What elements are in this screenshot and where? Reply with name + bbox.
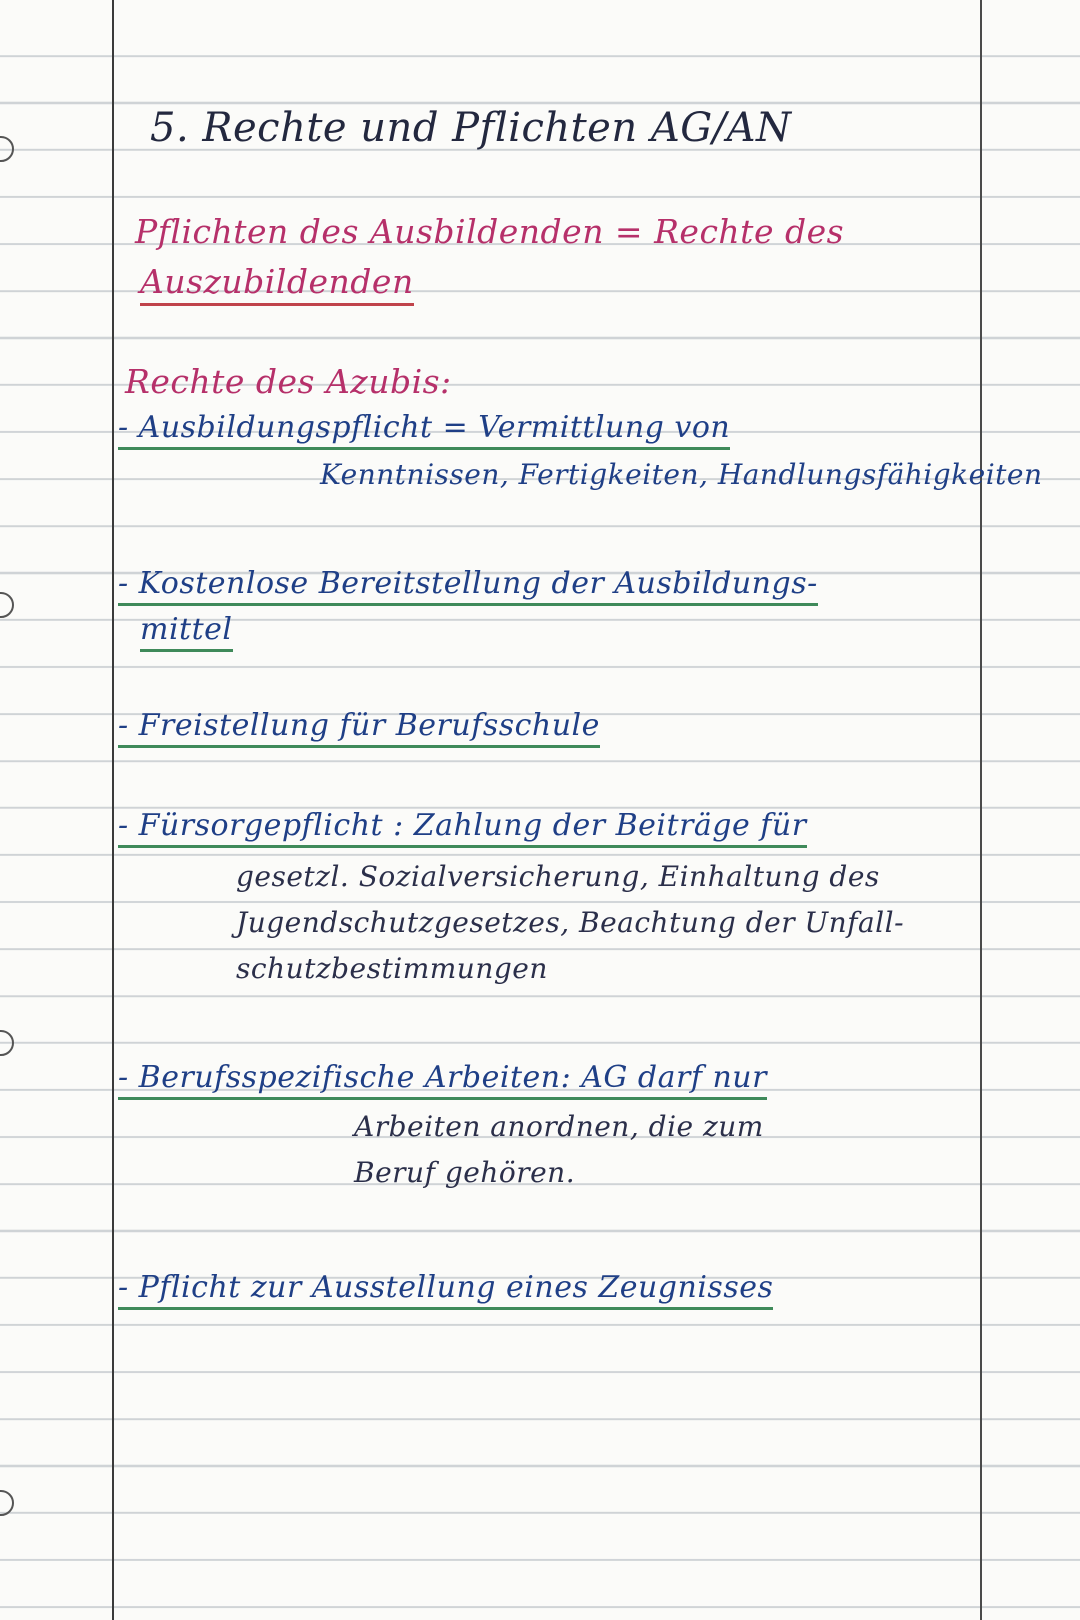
item-2-line-1 — [118, 566, 818, 601]
item-5-line-1-text: - Berufsspezifische Arbeiten: AG darf nur — [118, 1060, 767, 1100]
page-title: 5. Rechte und Pflichten AG/AN — [150, 105, 792, 151]
intro-line-2-text: Auszubildenden — [140, 262, 414, 306]
item-6-line-1 — [118, 1270, 773, 1305]
item-5-line-3: Beruf gehören. — [354, 1156, 576, 1189]
item-3-line-1 — [118, 708, 600, 743]
item-4-line-1-text: - Fürsorgepflicht : Zahlung der Beiträge für — [118, 808, 807, 848]
right-margin-line — [980, 0, 982, 1620]
punch-hole-4 — [0, 1490, 14, 1516]
rights-heading: Rechte des Azubis: — [125, 362, 452, 401]
item-5-line-1 — [118, 1060, 767, 1095]
item-3-line-1-text: - Freistellung für Berufsschule — [118, 708, 600, 748]
item-2-line-2-text: mittel — [140, 612, 233, 652]
intro-line-1: Pflichten des Ausbildenden = Rechte des — [135, 212, 845, 251]
punch-hole-3 — [0, 1030, 14, 1056]
item-4-line-3: Jugendschutzgesetzes, Beachtung der Unfall- — [236, 906, 905, 939]
intro-line-2 — [140, 262, 414, 301]
item-2-line-1-text: - Kostenlose Bereitstellung der Ausbildungs- — [118, 566, 818, 606]
item-6-line-1-text: - Pflicht zur Ausstellung eines Zeugnisses — [118, 1270, 773, 1310]
item-4-line-2: gesetzl. Sozialversicherung, Einhaltung des — [236, 860, 880, 893]
item-1-line-2: Kenntnissen, Fertigkeiten, Handlungsfähigkeiten — [320, 458, 1043, 491]
punch-hole-2 — [0, 592, 14, 618]
item-1-line-1-text: - Ausbildungspflicht = Vermittlung von — [118, 410, 730, 450]
item-4-line-1 — [118, 808, 807, 843]
punch-hole-1 — [0, 136, 14, 162]
left-margin-line — [112, 0, 114, 1620]
item-2-line-2 — [140, 612, 233, 647]
item-5-line-2: Arbeiten anordnen, die zum — [354, 1110, 764, 1143]
item-4-line-4: schutzbestimmungen — [236, 952, 548, 985]
item-1-line-1 — [118, 410, 730, 445]
